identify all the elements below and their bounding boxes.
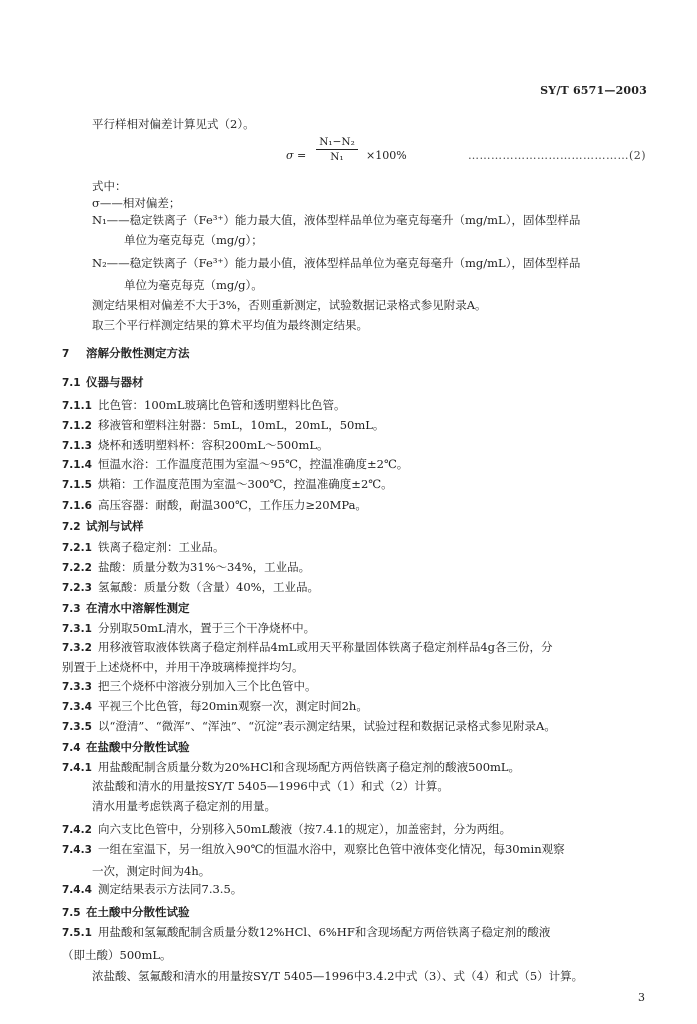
section-line [62,560,310,575]
section-line [62,679,317,694]
section-number: 7.1.1 [62,400,92,412]
section-number: 7.2.2 [62,562,92,574]
section-line [62,580,319,595]
section-text: 测定结果表示方法同7.3.5。 [98,882,243,896]
fraction-bar [316,149,358,150]
equation-numerator: N₁−N₂ [319,136,355,148]
section-line [92,864,210,878]
section-text: 烧杯和透明塑料杯：容积200mL～500mL。 [98,438,329,452]
section-line [92,779,449,793]
section-text: 浓盐酸和清水的用量按SY/T 5405—1996中式（1）和式（2）计算。 [92,779,449,793]
section-line [92,969,583,983]
section-text: 用盐酸和氢氟酸配制含质量分数12%HCl、6%HF和含现场配方两倍铁离子稳定剂的酸液 [98,925,551,939]
section-number: 7.2 [62,521,81,533]
section-number: 7.1.5 [62,479,92,491]
section-text: 氢氟酸：质量分数（含量）40%，工业品。 [98,580,320,594]
section-line [62,418,384,433]
section-number: 7.3.4 [62,701,92,713]
section-line [62,925,550,940]
section-text: 用盐酸配制含质量分数为20%HCl和含现场配方两倍铁离子稳定剂的酸液500mL。 [98,760,521,774]
section-number: 7.4 [62,742,81,754]
equation-lhs: σ = [286,149,307,162]
section-text: 一组在室温下，另一组放入90℃的恒温水浴中，观察比色管中液体变化情况，每30min观察 [98,842,565,856]
section-number: 7.3 [62,603,81,615]
section-line [92,799,276,813]
section-line [62,398,346,413]
section-line [62,948,172,962]
note-deviation: 测定结果相对偏差不大于3%，否则重新测定，试验数据记录格式参见附录A。 [92,298,487,312]
section-number: 7.1.3 [62,440,92,452]
section-number: 7 [62,348,70,360]
section-text: 用移液管取液体铁离子稳定剂样品4mL或用天平称量固体铁离子稳定剂样品4g各三份，分 [98,640,553,654]
section-number: 7.4.1 [62,762,92,774]
equation-2 [286,136,656,170]
section-text: 恒温水浴：工作温度范围为室温～95℃，控温准确度±2℃。 [98,457,409,471]
section-text: 试剂与试样 [86,519,144,533]
section-text: 分别取50mL清水，置于三个干净烧杯中。 [98,621,316,635]
section-line [62,457,408,472]
section-text: 以“澄清”、“微浑”、“浑浊”、“沉淀”表示测定结果，试验过程和数据记录格式参见附录A。 [98,719,556,733]
def-n2-unit: 单位为毫克每克（mg/g）。 [124,278,263,292]
section-line [62,477,393,492]
equation-denominator: N₁ [330,151,344,163]
section-number: 7.1.2 [62,420,92,432]
section-number: 7.3.1 [62,623,92,635]
section-text: 仪器与器材 [86,375,144,389]
section-number: 7.4.2 [62,824,92,836]
equation-dots: ……………………………………(2) [468,149,647,162]
section-line [62,760,520,775]
def-n2: N₂——稳定铁离子（Fe³⁺）能力最小值，液体型样品单位为毫克每毫升（mg/mL），固体型样品 [92,256,581,270]
section-heading [62,519,144,534]
note-average: 取三个平行样测定结果的算术平均值为最终测定结果。 [92,318,368,332]
section-line [62,640,553,655]
section-text: 把三个烧杯中溶液分别加入三个比色管中。 [98,679,317,693]
def-sigma: σ——相对偏差； [92,196,181,210]
section-text: 在土酸中分散性试验 [86,905,190,919]
page-number: 3 [638,991,645,1004]
section-text: 向六支比色管中，分别移入50mL酸液（按7.4.1的规定），加盖密封，分为两组。 [98,822,512,836]
section-text: 清水用量考虑铁离子稳定剂的用量。 [92,799,276,813]
standard-code: SY/T 6571—2003 [540,84,647,97]
section-number: 7.1 [62,377,81,389]
section-line [62,540,225,555]
section-line [62,660,304,674]
section-text: 别置于上述烧杯中，并用干净玻璃棒搅拌均匀。 [62,660,304,674]
formula-intro: 平行样相对偏差计算见式（2）。 [92,117,255,131]
section-line [62,842,565,857]
def-n1-unit: 单位为毫克每克（mg/g）； [124,233,263,247]
section-text: 高压容器：耐酸，耐温300℃，工作压力≥20MPa。 [98,498,367,512]
section-text: 平视三个比色管，每20min观察一次，测定时间2h。 [98,699,368,713]
section-text: 在清水中溶解性测定 [86,601,190,615]
section-number: 7.5.1 [62,927,92,939]
section-number: 7.2.1 [62,542,92,554]
section-line [62,498,367,513]
where-label: 式中： [92,179,127,193]
section-line [62,621,315,636]
section-number: 7.4.4 [62,884,92,896]
section-text: 烘箱：工作温度范围为室温～300℃，控温准确度±2℃。 [98,477,393,491]
section-line [62,438,328,453]
section-text: 一次，测定时间为4h。 [92,864,211,878]
section-text: 浓盐酸、氢氟酸和清水的用量按SY/T 5405—1996中3.4.2中式（3）、式（4）和式（5）计算。 [92,969,584,983]
section-text: 铁离子稳定剂：工业品。 [98,540,225,554]
section-text: （即土酸）500mL。 [62,948,172,962]
section-heading [62,601,190,616]
section-text: 移液管和塑料注射器：5mL，10mL，20mL，50mL。 [98,418,385,432]
section-text: 盐酸：质量分数为31%～34%，工业品。 [98,560,311,574]
section-line [62,719,556,734]
section-line [62,699,368,714]
section-heading [62,375,144,390]
section-heading [62,740,190,755]
section-number: 7.3.5 [62,721,92,733]
section-text: 溶解分散性测定方法 [86,346,190,360]
section-number: 7.4.3 [62,844,92,856]
section-heading [62,905,190,920]
section-number: 7.1.4 [62,459,92,471]
equation-fraction [316,136,358,163]
def-n1: N₁——稳定铁离子（Fe³⁺）能力最大值，液体型样品单位为毫克每毫升（mg/mL），固体型样品 [92,213,581,227]
section-number: 7.3.2 [62,642,92,654]
section-line [62,882,242,897]
section-text: 比色管：100mL玻璃比色管和透明塑料比色管。 [98,398,346,412]
section-line [62,822,511,837]
section-number: 7.1.6 [62,500,92,512]
equation-number: (2) [629,149,647,162]
section-number: 7.5 [62,907,81,919]
equation-times: ×100% [366,149,407,162]
section-text: 在盐酸中分散性试验 [86,740,190,754]
section-number: 7.3.3 [62,681,92,693]
section-heading [62,346,190,361]
section-number: 7.2.3 [62,582,92,594]
